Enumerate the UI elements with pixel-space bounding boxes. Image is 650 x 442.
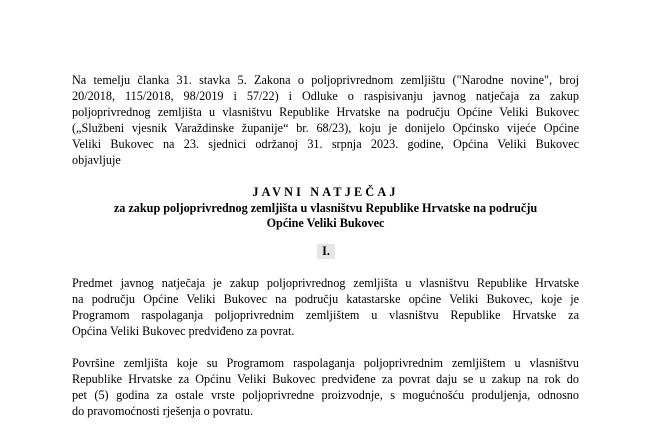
paragraph-line: Predmet javnog natječaja je zakup poljoprivrednog zemljišta u vlasništvu Republike Hrvatske [72,276,579,290]
paragraph-line: Programom raspolaganja poljoprivrednim zemljištem u vlasništvu Republike Hrvatske za [72,308,579,322]
document-heading: JAVNI NATJEČAJ [252,185,399,199]
section-number: I. [317,244,335,259]
intro-line: 20/2018, 115/2018, 98/2019 i 57/22) i Odluke o raspisivanju javnog natječaja za zakup [72,89,579,103]
paragraph-lease-term [72,355,579,419]
document-subtitle-line: za zakup poljoprivrednog zemljišta u vlasništvu Republike Hrvatske na području [113,201,538,215]
paragraph-line: na području Općine Veliki Bukovec na području katastarske općine Veliki Bukovec, koje je [72,292,579,306]
document-subtitle-line: Općine Veliki Bukovec [266,216,385,230]
paragraph-line: Općina Veliki Bukovec predviđeno za povrat. [72,324,295,338]
intro-line: Veliki Bukovec na 23. sjednici održanoj 31. srpnja 2023. godine, Općina Veliki Bukovec [72,137,579,151]
document-title-block [72,185,579,231]
intro-line: objavljuje [72,153,121,167]
paragraph-subject [72,275,579,339]
paragraph-line: do pravomoćnosti rješenja o povratu. [72,404,254,418]
paragraph-line: Površine zemljišta koje su Programom raspolaganja poljoprivrednim zemljištem u vlasništvu [72,356,579,370]
intro-line: poljoprivrednog zemljišta u vlasništvu Republike Hrvatske na području Općine Veliki Bukovec [72,105,579,119]
paragraph-line: pet (5) godina za ostale vrste poljoprivredne proizvodnje, s mogućnošću produljenja, odnosno [72,388,579,402]
paragraph-line: Republike Hrvatske za Općinu Veliki Bukovec predviđene za povrat daju se u zakup na rok do [72,372,579,386]
intro-line: („Službeni vjesnik Varaždinske županije“ br. 68/23), koju je donijelo Općinsko vijeće Općine [72,121,579,135]
intro-line: Na temelju članka 31. stavka 5. Zakona o poljoprivrednom zemljištu ("Narodne novine", broj [72,73,579,87]
intro-paragraph [72,72,579,168]
